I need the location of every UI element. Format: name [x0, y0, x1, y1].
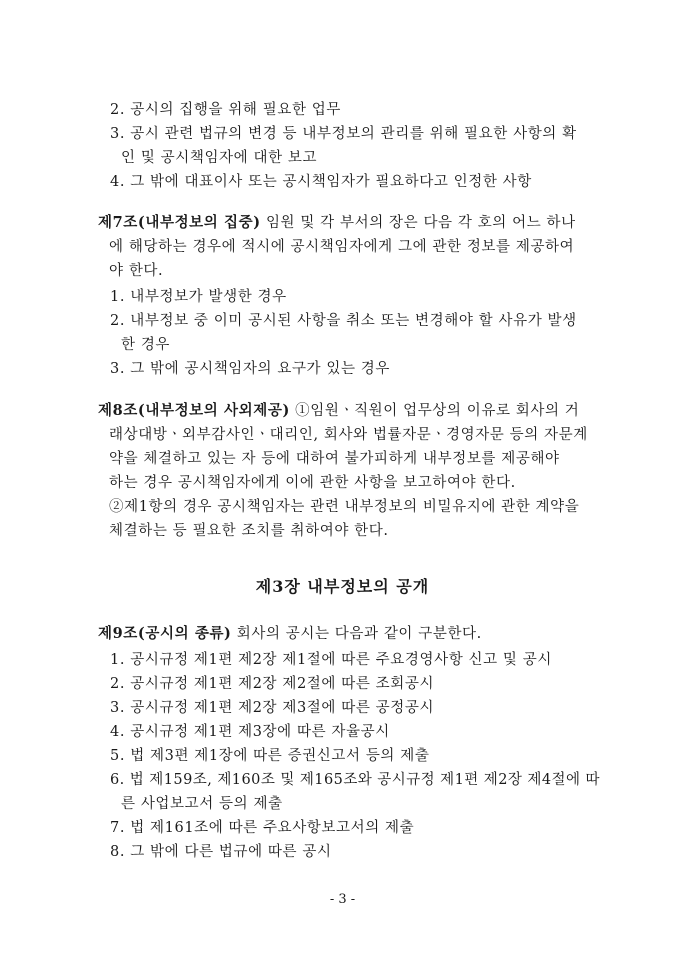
list-item: 4. 그 밖에 대표이사 또는 공시책임자가 필요하다고 인정한 사항 [110, 174, 532, 190]
article-8-paragraph [98, 401, 579, 421]
list-item: 3. 공시 관련 법규의 변경 등 내부정보의 관리를 위해 필요한 사항의 확 [110, 126, 577, 142]
page-number: - 3 - [329, 892, 356, 907]
article-9-heading: 제9조(공시의 종류) [98, 625, 232, 642]
article-8-text: 약을 체결하고 있는 자 등에 대하여 불가피하게 내부정보를 제공해야 [109, 451, 560, 467]
list-item: 5. 법 제3편 제1장에 따른 증권신고서 등의 제출 [110, 748, 430, 764]
list-item: 2. 공시의 집행을 위해 필요한 업무 [110, 102, 341, 118]
list-item: 4. 공시규정 제1편 제3장에 따른 자율공시 [110, 724, 390, 740]
list-item: 8. 그 밖에 다른 법규에 따른 공시 [110, 844, 332, 860]
article-7-text: 임원 및 각 부서의 장은 다음 각 호의 어느 하나 [260, 215, 576, 231]
article-8-text: 체결하는 등 필요한 조치를 취하여야 한다. [109, 523, 389, 539]
article-9-paragraph [98, 624, 482, 644]
article-7-text: 에 해당하는 경우에 적시에 공시책임자에게 그에 관한 정보를 제공하여 [109, 239, 575, 255]
list-item-continuation: 한 경우 [121, 337, 171, 353]
list-item: 1. 공시규정 제1편 제2장 제1절에 따른 주요경영사항 신고 및 공시 [110, 652, 552, 668]
article-7-heading: 제7조(내부정보의 집중) [98, 214, 261, 231]
list-item: 1. 내부정보가 발생한 경우 [110, 289, 287, 305]
article-7-text: 야 한다. [109, 263, 164, 279]
list-item: 2. 공시규정 제1편 제2장 제2절에 따른 조회공시 [110, 676, 435, 692]
list-item: 3. 공시규정 제1편 제2장 제3절에 따른 공정공시 [110, 700, 435, 716]
article-8-heading: 제8조(내부정보의 사외제공) [98, 402, 290, 419]
article-8-text: ②제1항의 경우 공시책임자는 관련 내부정보의 비밀유지에 관한 계약을 [109, 499, 580, 515]
list-item-continuation: 른 사업보고서 등의 제출 [121, 796, 283, 812]
article-8-text: 하는 경우 공시책임자에게 이에 관한 사항을 보고하여야 한다. [109, 475, 516, 491]
list-item-continuation: 인 및 공시책임자에 대한 보고 [121, 150, 318, 166]
list-item: 6. 법 제159조, 제160조 및 제165조와 공시규정 제1편 제2장 제4절에 따 [110, 772, 600, 788]
article-8-text: 래상대방ㆍ외부감사인ㆍ대리인, 회사와 법률자문ㆍ경영자문 등의 자문계 [109, 427, 588, 443]
article-7-paragraph [98, 213, 576, 233]
list-item: 3. 그 밖에 공시책임자의 요구가 있는 경우 [110, 361, 390, 377]
article-8-text: ①임원ㆍ직원이 업무상의 이유로 회사의 거 [289, 403, 580, 419]
chapter-title: 제3장 내부정보의 공개 [255, 577, 430, 596]
article-9-text: 회사의 공시는 다음과 같이 구분한다. [231, 626, 482, 642]
list-item: 7. 법 제161조에 따른 주요사항보고서의 제출 [110, 820, 415, 836]
list-item: 2. 내부정보 중 이미 공시된 사항을 취소 또는 변경해야 할 사유가 발생 [110, 313, 577, 329]
